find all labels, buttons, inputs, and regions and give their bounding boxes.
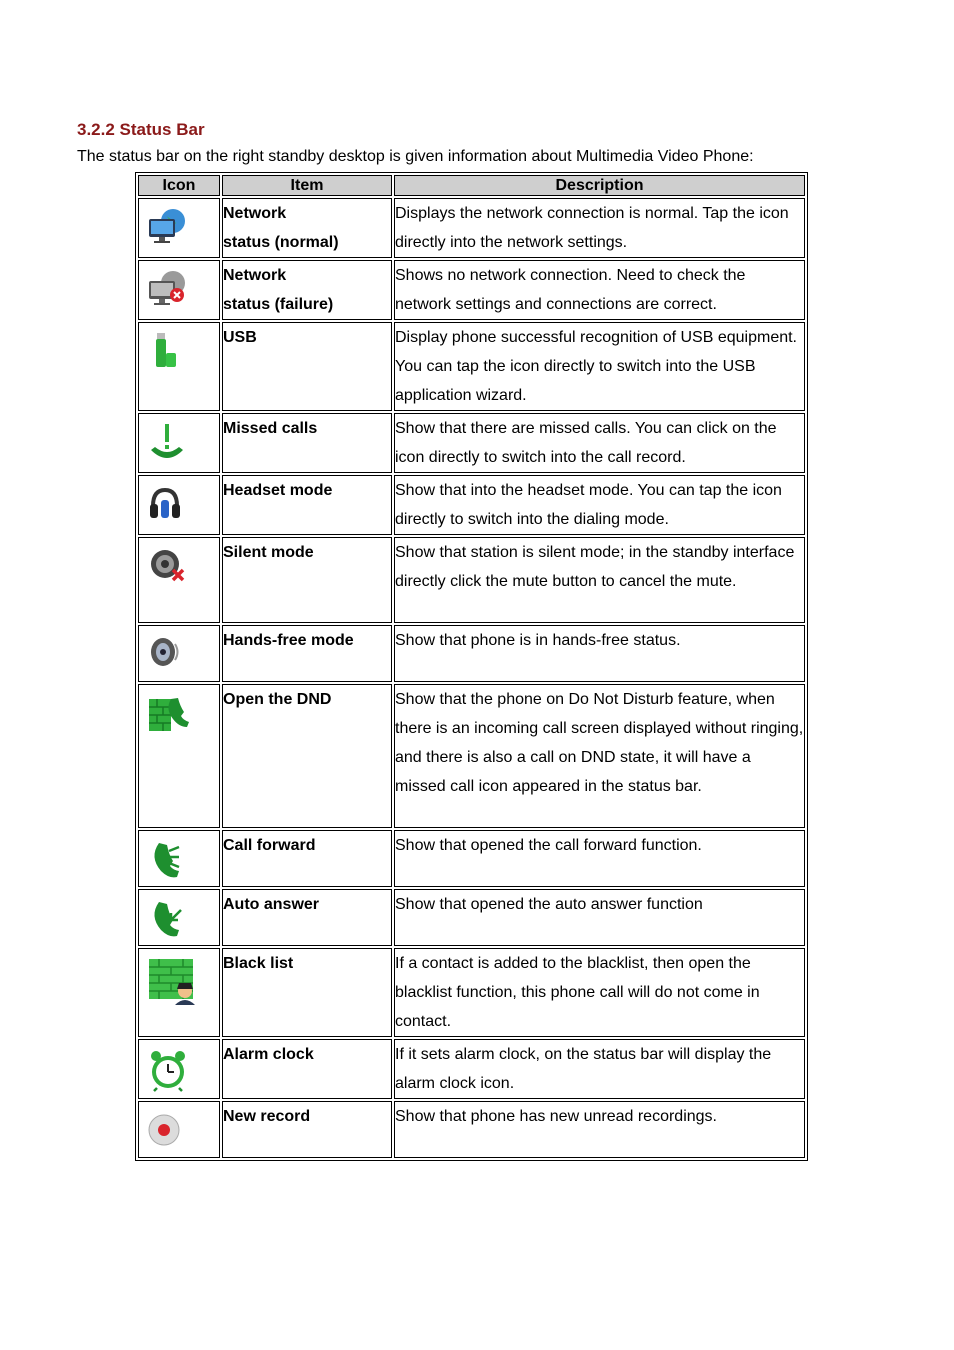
item-cell: Call forward [222,830,392,887]
icon-cell [138,889,220,946]
table-row [138,1039,805,1099]
usb-icon [147,331,187,371]
table-row [138,1101,805,1158]
icon-cell [138,948,220,1037]
item-cell: New record [222,1101,392,1158]
item-cell: Black list [222,948,392,1037]
icon-cell [138,1101,220,1158]
table-row [138,537,805,623]
icon-cell [138,260,220,320]
table-row [138,948,805,1037]
header-description: Description [394,175,805,196]
item-cell: Alarm clock [222,1039,392,1099]
dnd-icon [147,693,189,737]
item-cell: Network status (failure) [222,260,392,320]
icon-cell [138,830,220,887]
table-row [138,889,805,946]
item-cell: Headset mode [222,475,392,535]
icon-cell [138,198,220,258]
table-row [138,684,805,828]
description-cell: Show that there are missed calls. You can click on the icon directly to switch into the call record. [394,413,805,473]
table-row [138,198,805,258]
table-row [138,625,805,682]
headset-icon [147,484,183,522]
missed-calls-icon [147,422,187,464]
icon-cell [138,684,220,828]
network-failure-icon [147,269,187,307]
description-cell: Display phone successful recognition of USB equipment. You can tap the icon directly to switch into the USB application wizard. [394,322,805,411]
intro-paragraph: The status bar on the right standby desktop is given information about Multimedia Video Phone: [77,148,754,165]
description-cell: Show that station is silent mode; in the standby interface directly click the mute button to cancel the mute. [394,537,805,623]
description-cell: If it sets alarm clock, on the status bar will display the alarm clock icon. [394,1039,805,1099]
icon-cell [138,1039,220,1099]
icon-cell [138,625,220,682]
description-cell: Show that into the headset mode. You can tap the icon directly to switch into the dialing mode. [394,475,805,535]
new-record-icon [147,1110,185,1148]
description-cell: Shows no network connection. Need to check the network settings and connections are correct. [394,260,805,320]
item-cell: USB [222,322,392,411]
table-row [138,830,805,887]
description-cell: Show that opened the call forward function. [394,830,805,887]
description-cell: Show that the phone on Do Not Disturb feature, when there is an incoming call screen displayed without ringing, and there is also a call on DND state, it will have a missed call icon appeared in the status bar. [394,684,805,828]
description-cell: Show that phone has new unread recordings. [394,1101,805,1158]
status-bar-table [135,172,808,1161]
call-forward-icon [147,839,185,881]
description-cell: Show that opened the auto answer function [394,889,805,946]
description-cell: Show that phone is in hands-free status. [394,625,805,682]
hands-free-icon [147,634,183,672]
table-row [138,475,805,535]
item-cell: Missed calls [222,413,392,473]
auto-answer-icon [147,898,185,940]
table-header-row [138,175,805,196]
silent-mode-icon [147,546,189,586]
header-item: Item [222,175,392,196]
network-normal-icon [147,207,187,245]
table-row [138,413,805,473]
table-row [138,260,805,320]
icon-cell [138,322,220,411]
alarm-clock-icon [147,1048,189,1092]
header-icon: Icon [138,175,220,196]
table-row [138,322,805,411]
section-heading: 3.2.2 Status Bar [77,120,205,139]
item-cell: Auto answer [222,889,392,946]
item-cell: Open the DND [222,684,392,828]
black-list-icon [147,957,203,1007]
icon-cell [138,413,220,473]
item-cell: Network status (normal) [222,198,392,258]
item-cell: Silent mode [222,537,392,623]
item-cell: Hands-free mode [222,625,392,682]
description-cell: Displays the network connection is normal. Tap the icon directly into the network settings. [394,198,805,258]
icon-cell [138,475,220,535]
icon-cell [138,537,220,623]
description-cell: If a contact is added to the blacklist, then open the blacklist function, this phone call will do not come in contact. [394,948,805,1037]
